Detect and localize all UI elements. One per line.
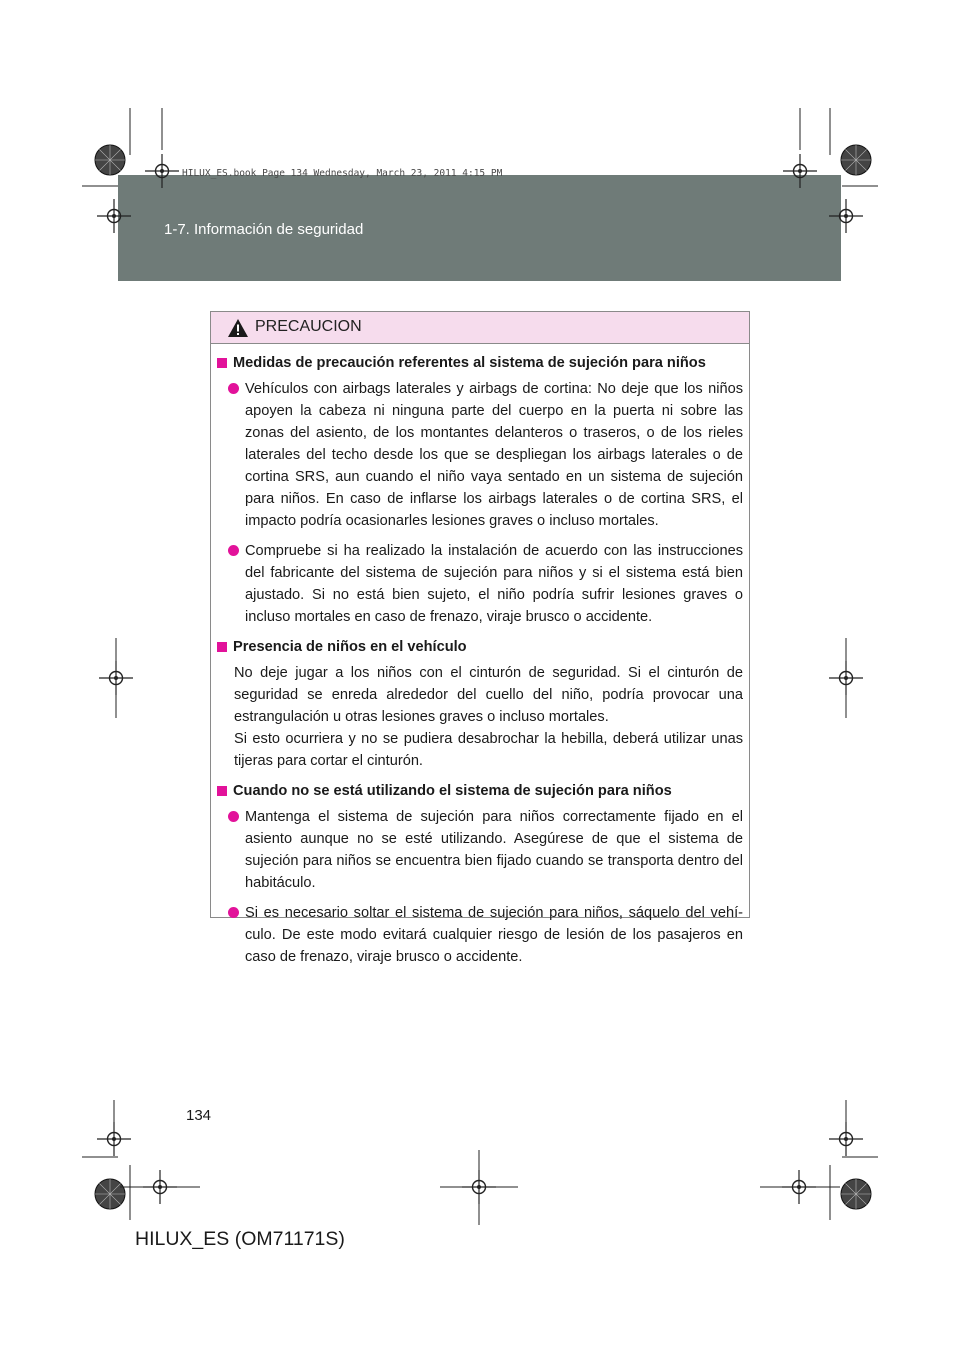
circle-bullet-icon <box>228 907 239 918</box>
book-stamp: HILUX_ES.book Page 134 Wednesday, March 23, 2011 4:15 PM <box>182 168 503 179</box>
section-heading: Presencia de niños en el vehículo <box>217 636 743 658</box>
warning-title: PRECAUCION <box>255 318 362 335</box>
warning-header <box>211 312 749 344</box>
registration-cross-icon <box>97 1122 131 1156</box>
registration-sunburst-icon <box>841 145 871 175</box>
section-heading: Medidas de precaución referentes al sistema de sujeción para niños <box>217 352 743 374</box>
warning-triangle-icon <box>227 318 249 338</box>
list-item: Compruebe si ha realizado la instalación de acuerdo con las instrucciones del fabricante del sistema de sujeción para niños y si el sistema está bien ajustado. Si no está bien sujeto, el niño podría sufrir lesiones graves o incluso mortales en caso de frenazo, viraje brusco o accidente. <box>228 540 743 628</box>
paragraph: No deje jugar a los niños con el cinturón de seguridad. Si el cinturón de seguridad se enreda alrededor del cuello del niño, podría provocar una estrangulación u otras lesiones graves o incluso mortales. Si esto ocurriera y no se pudiera desabrochar la hebilla, deberá utilizar unas tijeras para cortar el cinturón. <box>234 665 743 769</box>
square-bullet-icon <box>217 786 227 796</box>
page-number: 134 <box>186 1107 212 1124</box>
warning-box <box>210 311 750 965</box>
circle-bullet-icon <box>228 545 239 556</box>
warning-body <box>211 344 749 968</box>
circle-bullet-icon <box>228 811 239 822</box>
registration-sunburst-icon <box>95 145 125 175</box>
model-code: HILUX_ES (OM71171S) <box>135 1228 345 1250</box>
registration-sunburst-icon <box>95 1179 125 1209</box>
square-bullet-icon <box>217 642 227 652</box>
section-title: 1-7. Información de seguridad <box>164 221 364 238</box>
section-heading: Cuando no se está utilizando el sistema de sujeción para niños <box>217 780 743 802</box>
registration-cross-icon <box>829 1122 863 1156</box>
circle-bullet-icon <box>228 383 239 394</box>
registration-cross-icon <box>783 154 817 188</box>
registration-cross-icon <box>829 199 863 233</box>
registration-sunburst-icon <box>841 1179 871 1209</box>
registration-cross-icon <box>145 154 179 188</box>
list-item: Si es necesario soltar el sistema de sujeción para niños, sáquelo del vehí-culo. De este modo evitará cualquier riesgo de lesión de los pasajeros en caso de frenazo, viraje brusco o accidente. <box>228 902 743 968</box>
square-bullet-icon <box>217 358 227 368</box>
list-item: Vehículos con airbags laterales y airbags de cortina: No deje que los niños apoyen la cabeza ni ninguna parte del cuerpo en la puerta ni sobre las zonas del asiento, de los montantes delanteros o traseros, o de los rieles laterales del techo desde los que se despliegan los airbags laterales o de cortina SRS, aun cuando el niño vaya sentado en un sistema de sujeción para niños. En caso de inflarse los airbags laterales o de cortina SRS, el impacto podría ocasionarles lesiones graves o incluso mortales. <box>228 378 743 532</box>
list-item: Mantenga el sistema de sujeción para niños correctamente fijado en el asiento aunque no se esté utilizando. Asegúrese de que el sistema de sujeción para niños se encuentra bien fijado cuando se transporta dentro del habitáculo. <box>228 806 743 894</box>
registration-cross-icon <box>97 199 131 233</box>
